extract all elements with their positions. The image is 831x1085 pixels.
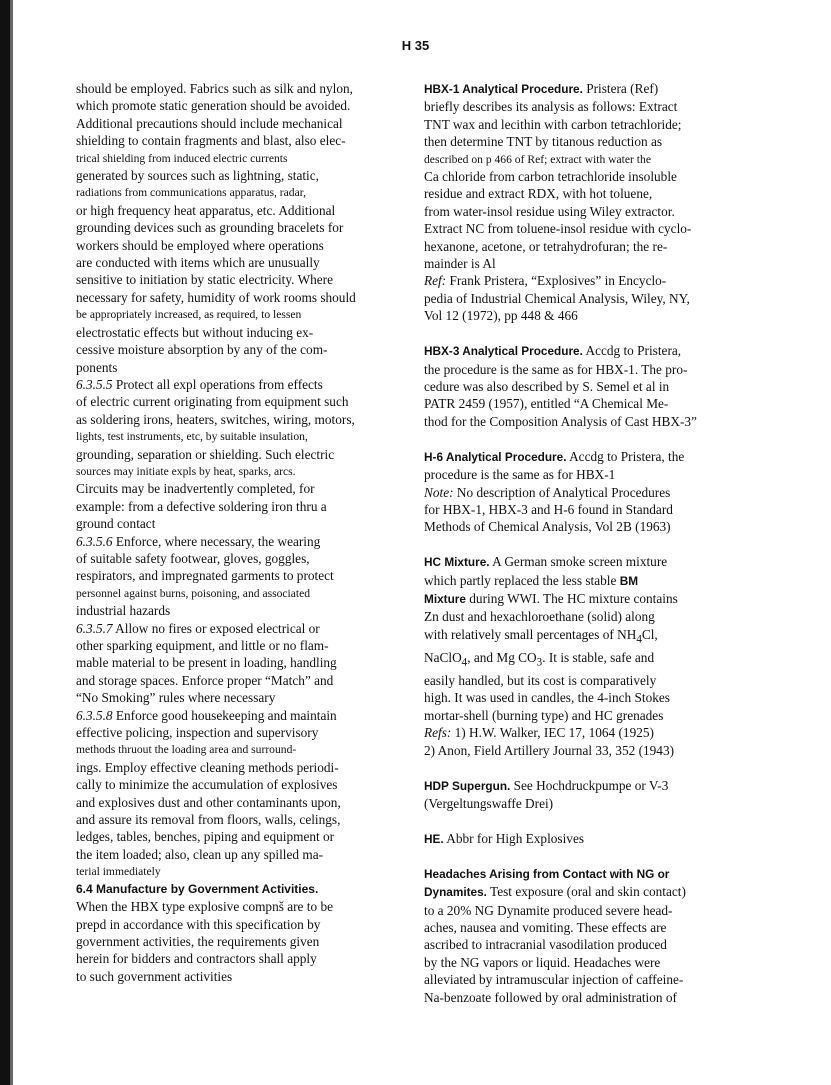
- entry-hc-first-line: [424, 553, 736, 571]
- entry-heading: H-6 Analytical Procedure.: [424, 449, 567, 464]
- text-line: [424, 649, 736, 672]
- text-line: [424, 590, 736, 608]
- text-line: ascribed to intracranial vasodilation produced: [424, 937, 667, 953]
- text-line: high. It was used in candles, the 4-inch Stokes: [424, 690, 670, 706]
- text-line: mable material to be present in loading, handling: [76, 655, 337, 671]
- text-run: A German smoke screen mixture: [489, 554, 668, 570]
- text-line: mainder is Al: [424, 256, 496, 272]
- text-line: ground contact: [76, 516, 156, 532]
- text-line: from water-insol residue using Wiley extractor.: [424, 203, 675, 219]
- subscript: 4: [461, 656, 468, 669]
- refs-line: [424, 724, 736, 741]
- text-line: of suitable safety footwear, gloves, goggles,: [76, 550, 310, 566]
- text-line: methods thruout the loading area and surround-: [76, 743, 297, 757]
- text-run: 1) H.W. Walker, IEC 17, 1064 (1925): [451, 725, 654, 741]
- text-line: “No Smoking” rules where necessary: [76, 690, 276, 706]
- text-line: trical shielding from induced electric currents: [76, 151, 288, 165]
- text-line: industrial hazards: [76, 603, 171, 619]
- text-line: sources may initiate expls by heat, sparks, arcs.: [76, 464, 296, 478]
- text-line: effective policing, inspection and supervisory: [76, 725, 319, 741]
- entry-heading: Headaches Arising from Contact with NG or: [424, 866, 670, 881]
- entry-heading: Dynamites.: [424, 885, 487, 900]
- entry-heading: HBX-1 Analytical Procedure.: [424, 82, 583, 96]
- right-column: [424, 80, 736, 1006]
- text-line: Zn dust and hexachloroethane (solid) along: [424, 609, 655, 625]
- entry-he-line: [424, 830, 736, 848]
- section-heading: 6.4 Manufacture by Government Activities.: [76, 881, 319, 896]
- text-line: procedure is the same as for HBX-1: [424, 467, 616, 483]
- entry-heading: HDP Supergun.: [424, 778, 511, 793]
- text-run: . It is stable, safe and: [542, 649, 655, 665]
- text-line: 6.3.5.7 Allow no fires or exposed electrical or: [76, 620, 320, 636]
- text-line: Na-benzoate followed by oral administration of: [424, 989, 677, 1005]
- text-line: described on p 466 of Ref; extract with water the: [424, 152, 651, 166]
- text-line: government activities, the requirements given: [76, 933, 320, 949]
- text-run: See Hochdruckpumpe or V-3: [510, 777, 669, 793]
- text-line: other sparking equipment, and little or no flam-: [76, 638, 329, 653]
- text-line: sensitive to initiation by static electricity. Where: [76, 272, 333, 288]
- text-line: Methods of Chemical Analysis, Vol 2B (1963): [424, 519, 671, 535]
- text-line: and storage spaces. Enforce proper “Match” and: [76, 672, 334, 688]
- subsection-number: 6.3.5.6: [76, 533, 113, 549]
- entry-h6-first-line: [424, 448, 736, 466]
- text-line: which promote static generation should be avoided.: [76, 98, 351, 114]
- text-line: 6.3.5.5 Protect all expl operations from effects: [76, 376, 323, 392]
- text-line: grounding devices such as grounding bracelets for: [76, 220, 344, 236]
- binding-shadow: [10, 0, 13, 1085]
- text-line: electrostatic effects but without inducing ex-: [76, 324, 314, 340]
- entry-headaches-line: [424, 883, 736, 901]
- text-line: ledges, tables, benches, piping and equipment or: [76, 829, 335, 845]
- text-line: Circuits may be inadvertently completed, for: [76, 481, 315, 497]
- text-line: easily handled, but its cost is comparatively: [424, 673, 657, 688]
- text-line: PATR 2459 (1957), entitled “A Chemical Me-: [424, 396, 669, 412]
- text-line: and explosives dust and other contaminants upon,: [76, 794, 341, 810]
- text-line: When the HBX type explosive compnš are to be: [76, 899, 334, 915]
- cross-ref: Mixture: [424, 592, 466, 607]
- ref-line: [424, 272, 736, 289]
- cross-ref: BM: [619, 573, 639, 588]
- text-line: cally to minimize the accumulation of explosives: [76, 777, 338, 793]
- text-line: lights, test instruments, etc, by suitable insulation,: [76, 430, 308, 444]
- text-line: aches, nausea and vomiting. These effects are: [424, 919, 667, 935]
- text-line: or high frequency heat apparatus, etc. Additional: [76, 202, 336, 218]
- text-line: thod for the Composition Analysis of Cast HBX-3”: [424, 413, 697, 429]
- entry-hbx1-first-line: [424, 80, 736, 98]
- text-line: Additional precautions should include mechanical: [76, 115, 343, 131]
- refs-label: Refs:: [424, 725, 452, 741]
- text-line: workers should be employed where operations: [76, 237, 324, 253]
- text-line: are conducted with items which are unusually: [76, 255, 320, 271]
- text-run: Abbr for High Explosives: [443, 830, 585, 846]
- text-line: as soldering irons, heaters, switches, wiring, motors,: [76, 411, 355, 427]
- text-run: Pristera (Ref): [582, 81, 659, 96]
- text-line: alleviated by intramuscular injection of caffeine-: [424, 972, 684, 988]
- text-line: radiations from communications apparatus, radar,: [76, 186, 307, 200]
- text-line: ings. Employ effective cleaning methods periodi-: [76, 759, 339, 775]
- text-line: cedure was also described by S. Semel et al in: [424, 379, 670, 394]
- text-run: Frank Pristera, “Explosives” in Encyclo-: [446, 273, 667, 289]
- text-run: with relatively small percentages of NH: [424, 626, 637, 642]
- ref-label: Ref:: [424, 273, 447, 289]
- left-column: [76, 80, 406, 985]
- subsection-number: 6.3.5.8: [76, 707, 113, 723]
- text-line: be appropriately increased, as required, to lessen: [76, 308, 302, 322]
- entry-hdp-first-line: [424, 777, 736, 795]
- note-label: Note:: [424, 484, 454, 500]
- text-run: Accdg to Pristera, the: [566, 448, 685, 464]
- text-run: , and Mg CO: [467, 649, 537, 665]
- text-line: grounding, separation or shielding. Such electric: [76, 446, 335, 462]
- text-line: briefly describes its analysis as follows: Extract: [424, 99, 678, 115]
- subscript: 3: [536, 656, 543, 669]
- text-line: shielding to contain fragments and blast, also elec-: [76, 133, 346, 149]
- text-line: necessary for safety, humidity of work rooms should: [76, 289, 356, 305]
- text-line: 6.3.5.8 Enforce good housekeeping and maintain: [76, 707, 337, 723]
- text-run: No description of Analytical Procedures: [453, 484, 671, 500]
- text-run: which partly replaced the less stable: [424, 572, 620, 588]
- text-run: Cl,: [641, 626, 658, 642]
- text-line: Extract NC from toluene-insol residue with cyclo-: [424, 221, 692, 237]
- text-run: Test exposure (oral and skin contact): [486, 884, 686, 900]
- text-line: by the NG vapors or liquid. Headaches were: [424, 954, 661, 970]
- text-line: prepd in accordance with this specification by: [76, 916, 321, 932]
- text-line: [424, 626, 736, 649]
- text-line: generated by sources such as lightning, static,: [76, 168, 319, 184]
- text-run: Accdg to Pristera,: [582, 343, 682, 359]
- text-line: herein for bidders and contractors shall apply: [76, 951, 317, 967]
- text-run: NaClO: [424, 649, 462, 665]
- entry-heading: HC Mixture.: [424, 555, 490, 570]
- text-line: (Vergeltungswaffe Drei): [424, 795, 554, 811]
- text-line: ponents: [76, 359, 118, 375]
- text-line: Vol 12 (1972), pp 448 & 466: [424, 308, 578, 324]
- text-line: to a 20% NG Dynamite produced severe head-: [424, 902, 673, 918]
- text-line: hexanone, acetone, or tetrahydrofuran; the re-: [424, 238, 668, 254]
- text-line: of electric current originating from equipment such: [76, 394, 349, 410]
- text-line: example: from a defective soldering iron thru a: [76, 498, 327, 514]
- text-line: pedia of Industrial Chemical Analysis, Wiley, NY,: [424, 290, 690, 306]
- page-number: H 35: [401, 38, 430, 53]
- text-line: Ca chloride from carbon tetrachloride insoluble: [424, 169, 677, 185]
- text-line: 6.3.5.6 Enforce, where necessary, the wearing: [76, 533, 321, 549]
- text-line: respirators, and impregnated garments to protect: [76, 568, 334, 584]
- text-line: cessive moisture absorption by any of the com-: [76, 342, 328, 358]
- note-line: [424, 484, 736, 501]
- text-line: should be employed. Fabrics such as silk and nylon,: [76, 81, 353, 96]
- text-run: during WWI. The HC mixture contains: [465, 591, 678, 607]
- text-line: residue and extract RDX, with hot toluene,: [424, 186, 653, 202]
- subscript: 4: [636, 633, 642, 646]
- text-line: to such government activities: [76, 968, 233, 984]
- text-line: and assure its removal from floors, walls, celings,: [76, 812, 341, 828]
- entry-heading: HBX-3 Analytical Procedure.: [424, 344, 583, 359]
- text-line: TNT wax and lecithin with carbon tetrachloride;: [424, 116, 682, 132]
- subsection-number: 6.3.5.5: [76, 376, 113, 392]
- text-line: mortar-shell (burning type) and HC grenades: [424, 707, 664, 723]
- binding-edge: [0, 0, 10, 1085]
- text-line: the item loaded; also, clean up any spilled ma-: [76, 846, 324, 862]
- subsection-number: 6.3.5.7: [76, 620, 113, 636]
- text-line: terial immediately: [76, 865, 161, 879]
- text-line: 2) Anon, Field Artillery Journal 33, 352 (1943): [424, 742, 675, 758]
- text-line: [424, 572, 736, 590]
- text-line: personnel against burns, poisoning, and associated: [76, 586, 311, 600]
- text-line: then determine TNT by titanous reduction as: [424, 134, 663, 150]
- text-line: for HBX-1, HBX-3 and H-6 found in Standard: [424, 501, 673, 517]
- entry-hbx3-first-line: [424, 342, 736, 360]
- entry-heading: HE.: [424, 831, 444, 846]
- text-line: the procedure is the same as for HBX-1. The pro-: [424, 361, 688, 377]
